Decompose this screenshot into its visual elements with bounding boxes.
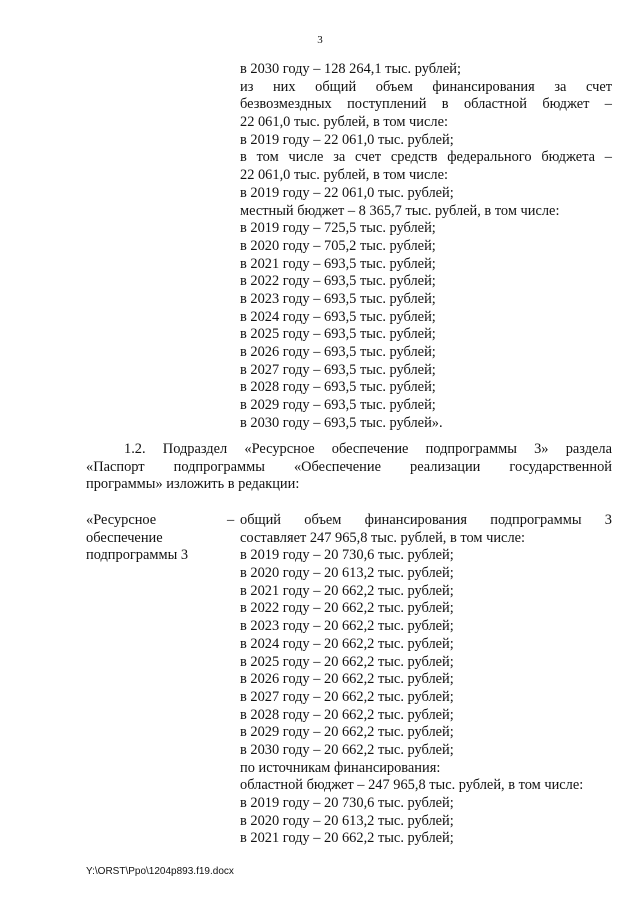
resource-value-line: составляет 247 965,8 тыс. рублей, в том числе: <box>240 529 526 546</box>
financing-line: 22 061,0 тыс. рублей, в том числе: <box>240 114 448 131</box>
financing-continuation-block <box>240 61 612 432</box>
paragraph-line: программы» изложить в редакции: <box>86 476 300 493</box>
resource-value-column <box>240 512 612 848</box>
resource-value-line: в 2027 году – 20 662,2 тыс. рублей; <box>240 688 454 705</box>
financing-line: в 2023 году – 693,5 тыс. рублей; <box>240 290 436 307</box>
financing-line: в 2019 году – 725,5 тыс. рублей; <box>240 220 436 237</box>
resource-value-line: в 2019 году – 20 730,6 тыс. рублей; <box>240 547 454 564</box>
financing-line: безвозмездных поступлений в областной бюджет – <box>240 96 612 113</box>
resource-value-line: в 2020 году – 20 613,2 тыс. рублей; <box>240 812 454 829</box>
resource-value-line: по источникам финансирования: <box>240 759 441 776</box>
financing-line: местный бюджет – 8 365,7 тыс. рублей, в том числе: <box>240 202 560 219</box>
resource-value-line: в 2019 году – 20 730,6 тыс. рублей; <box>240 795 454 811</box>
financing-line: в 2019 году – 22 061,0 тыс. рублей; <box>240 184 454 201</box>
resource-value-line: в 2026 году – 20 662,2 тыс. рублей; <box>240 671 454 688</box>
financing-line: в 2026 году – 693,5 тыс. рублей; <box>240 344 436 360</box>
financing-line: в 2019 году – 22 061,0 тыс. рублей; <box>240 131 454 148</box>
financing-line: в 2028 году – 693,5 тыс. рублей; <box>240 379 436 396</box>
resource-value-line: в 2023 году – 20 662,2 тыс. рублей; <box>240 618 454 635</box>
resource-label-line: подпрограммы 3 <box>86 547 189 564</box>
financing-line: в 2022 году – 693,5 тыс. рублей; <box>240 273 436 290</box>
financing-line: в 2020 году – 705,2 тыс. рублей; <box>240 237 436 254</box>
resource-label-line: обеспечение <box>86 529 163 546</box>
financing-line: в 2027 году – 693,5 тыс. рублей; <box>240 361 436 378</box>
section-1-2-paragraph <box>86 441 612 494</box>
resource-value-line: в 2025 году – 20 662,2 тыс. рублей; <box>240 653 454 670</box>
resource-value-line: областной бюджет – 247 965,8 тыс. рублей, в том числе: <box>240 777 584 794</box>
resource-label-column <box>86 512 226 565</box>
resource-dash: – <box>227 512 235 528</box>
file-path-footer: Y:\ORST\Ppo\1204p893.f19.docx <box>86 866 234 877</box>
financing-line: в 2029 году – 693,5 тыс. рублей; <box>240 397 436 414</box>
paragraph-line: «Паспорт подпрограммы «Обеспечение реализации государственной <box>86 458 612 475</box>
paragraph-line: 1.2. Подраздел «Ресурсное обеспечение подпрограммы 3» раздела <box>124 441 612 457</box>
resource-value-line: в 2021 году – 20 662,2 тыс. рублей; <box>240 830 454 847</box>
page-number: 3 <box>317 34 323 46</box>
financing-line: 22 061,0 тыс. рублей, в том числе: <box>240 167 448 184</box>
resource-value-line: в 2022 году – 20 662,2 тыс. рублей; <box>240 600 454 617</box>
resource-value-line: в 2024 году – 20 662,2 тыс. рублей; <box>240 635 454 652</box>
resource-value-line: в 2028 году – 20 662,2 тыс. рублей; <box>240 706 454 723</box>
financing-line: в 2024 году – 693,5 тыс. рублей; <box>240 308 436 325</box>
resource-value-line: в 2029 году – 20 662,2 тыс. рублей; <box>240 724 454 741</box>
financing-line: в 2030 году – 128 264,1 тыс. рублей; <box>240 61 461 77</box>
financing-line: в 2021 году – 693,5 тыс. рублей; <box>240 255 436 272</box>
resource-label-line: «Ресурсное <box>86 512 157 528</box>
financing-line: в 2030 году – 693,5 тыс. рублей». <box>240 414 443 431</box>
resource-value-line: в 2020 году – 20 613,2 тыс. рублей; <box>240 565 454 582</box>
resource-value-line: общий объем финансирования подпрограммы 3 <box>240 512 612 528</box>
resource-value-line: в 2030 году – 20 662,2 тыс. рублей; <box>240 741 454 758</box>
resource-value-line: в 2021 году – 20 662,2 тыс. рублей; <box>240 582 454 599</box>
financing-line: в 2025 году – 693,5 тыс. рублей; <box>240 326 436 343</box>
financing-line: из них общий объем финансирования за счет <box>240 78 612 95</box>
financing-line: в том числе за счет средств федерального бюджета – <box>240 149 612 166</box>
